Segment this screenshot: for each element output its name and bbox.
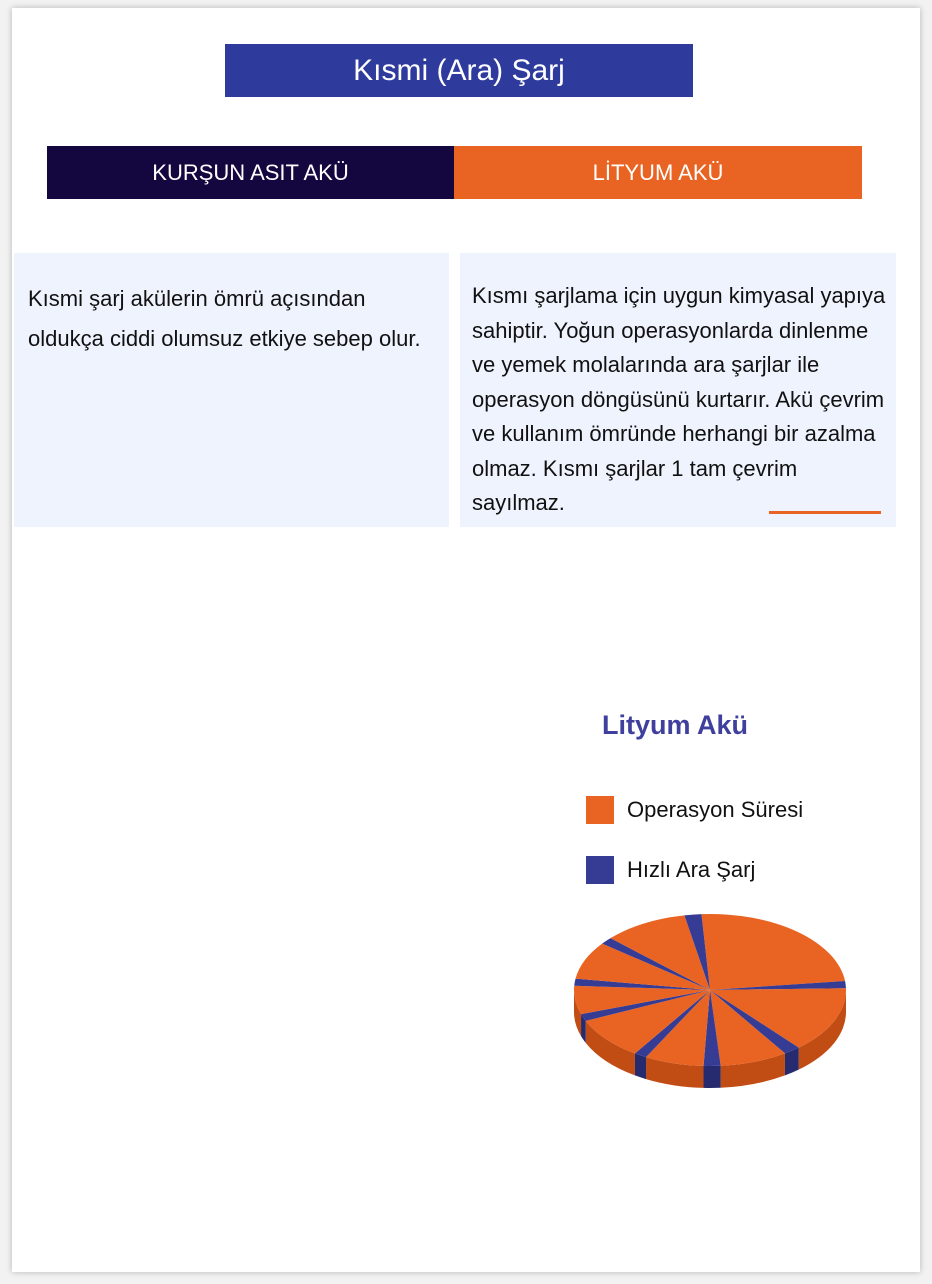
lithium-text: Kısmı şarjlama için uygun kimyasal yapıya sahiptir. Yoğun operasyonlarda dinlenme ve yemek molalarında ara şarjlar ile operasyon döngüsünü kurtarır. Akü çevrim ve kullanım ömründe herhangi bir azalma olmaz. Kısmı şarjlar 1 tam çevrim sayılmaz.: [472, 283, 886, 515]
legend-swatch-operation: [586, 796, 614, 824]
lead-acid-text: Kısmi şarj akülerin ömrü açısından oldukça ciddi olumsuz etkiye sebep olur.: [28, 286, 421, 351]
lead-acid-description: [14, 253, 449, 527]
chart-title: Lityum Akü: [602, 710, 749, 740]
page-title: Kısmi (Ara) Şarj: [225, 44, 693, 97]
legend-swatch-fast-charge: [586, 856, 614, 884]
pie-slice-side: [704, 1066, 721, 1088]
pie-slice-side: [635, 1053, 646, 1079]
legend-label-fast-charge: Hızlı Ara Şarj: [627, 857, 756, 882]
legend-label-operation: Operasyon Süresi: [627, 797, 804, 822]
emphasis-underline: [769, 511, 881, 514]
lead-acid-header: KURŞUN ASIT AKÜ: [47, 146, 454, 199]
pie-slice-operation: [701, 914, 845, 990]
lithium-description: [460, 253, 896, 527]
legend-item-fast-charge: [586, 856, 755, 884]
pie-chart: [540, 900, 860, 1100]
legend-item-operation: [586, 796, 803, 824]
lithium-header: LİTYUM AKÜ: [454, 146, 862, 199]
